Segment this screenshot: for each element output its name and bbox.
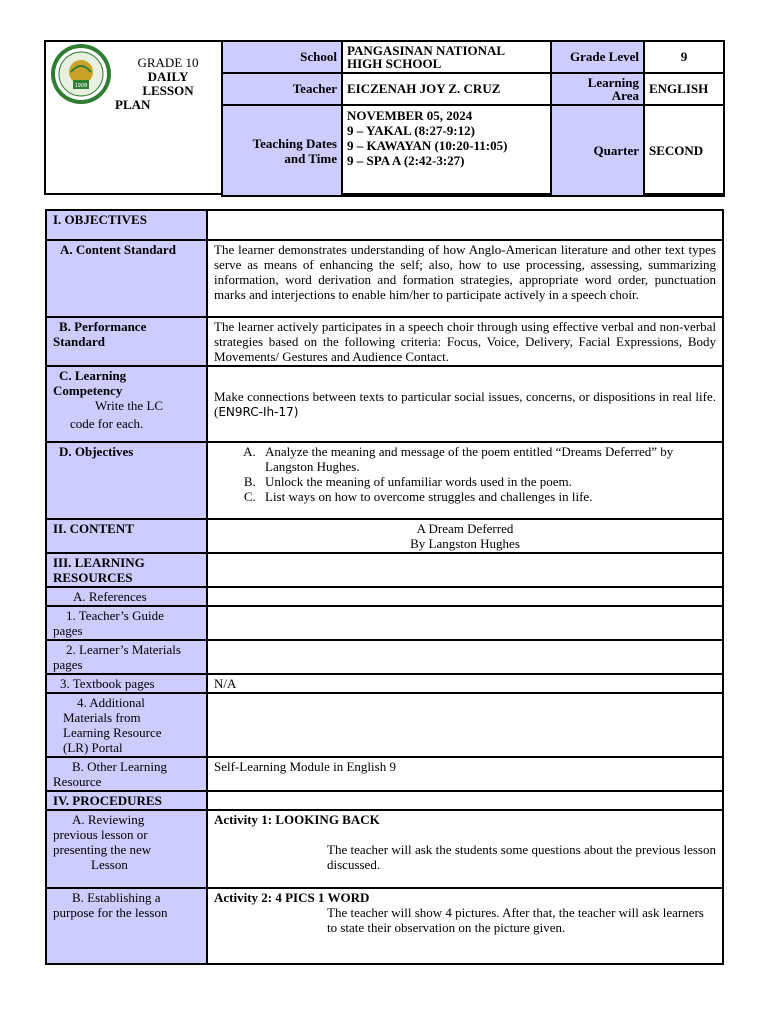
table-row — [46, 442, 723, 519]
table-row — [46, 640, 723, 674]
table-row — [46, 693, 723, 757]
table-row — [46, 606, 723, 640]
lc-code: EN9RC-Ih-17) — [218, 404, 299, 419]
other-learning-resource-value: Self-Learning Module in English 9 — [207, 757, 723, 791]
activity-1-title: Activity 1: LOOKING BACK — [214, 812, 380, 827]
list-item: A. Analyze the meaning and message of the poem entitled “Dreams Deferred” by Langston Hughes. — [259, 444, 716, 474]
title-lesson: LESSON — [142, 83, 194, 98]
procedures-heading: IV. PROCEDURES — [46, 791, 207, 810]
grade-label: GRADE 10 — [137, 55, 199, 70]
table-row — [46, 810, 723, 888]
textbook-label: 3. Textbook pages — [46, 674, 207, 693]
content-standard-text: The learner demonstrates understanding of how Anglo-American literature and other text types serve as means of enhancing the self; also, how to use processing, assessing, summarizing information, word derivation and formation strategies, appropriate word order, punctuation marks and interjections to enable him/her to participate actively in a speech choir. — [207, 240, 723, 317]
table-row — [46, 210, 723, 240]
header-info-table — [221, 40, 725, 197]
activity-2-title: Activity 2: 4 PICS 1 WORD — [214, 890, 370, 905]
d-objectives-list-cell — [207, 442, 723, 519]
activity-2-text: The teacher will show 4 pictures. After that, the teacher will ask learners to state their observation on the picture given. — [327, 905, 704, 935]
teachers-guide-label: 1. Teacher’s Guide pages — [46, 606, 207, 640]
learning-resources-heading: III. LEARNING RESOURCES — [46, 553, 207, 587]
table-row — [46, 519, 723, 553]
list-item: B. Unlock the meaning of unfamiliar words used in the poem. — [259, 474, 716, 489]
grade-level-value: 9 — [644, 41, 724, 73]
additional-materials-label: 4. Additional Materials from Learning Resource (LR) Portal — [46, 693, 207, 757]
textbook-value: N/A — [207, 674, 723, 693]
teachers-guide-blank — [207, 606, 723, 640]
d-objectives-label: D. Objectives — [46, 442, 207, 519]
school-seal-logo — [49, 42, 113, 106]
table-row — [46, 366, 723, 442]
activity-1-text: The teacher will ask the students some questions about the previous lesson discussed. — [327, 842, 716, 872]
learning-area-value: ENGLISH — [644, 73, 724, 105]
dlp-header — [44, 40, 725, 195]
table-row — [46, 553, 723, 587]
list-item: C. List ways on how to overcome struggles and challenges in life. — [259, 489, 716, 504]
table-row — [46, 587, 723, 606]
learning-competency-label: C. Learning Competency Write the LC code for each. — [46, 366, 207, 442]
learning-area-label: Learning Area — [551, 73, 644, 105]
teacher-value: EICZENAH JOY Z. CRUZ — [342, 73, 551, 105]
content-heading: II. CONTENT — [46, 519, 207, 553]
performance-standard-label: B. Performance Standard — [46, 317, 207, 366]
learners-materials-label: 2. Learner’s Materials pages — [46, 640, 207, 674]
activity-2-cell — [207, 888, 723, 964]
table-row — [46, 317, 723, 366]
performance-standard-text: The learner actively participates in a speech choir through using effective verbal and non-verbal strategies based on the following criteria: Focus, Voice, Delivery, Facial Expressions, Body Movements/ Gestures and Audience Contact. — [207, 317, 723, 366]
additional-materials-blank — [207, 693, 723, 757]
learners-materials-blank — [207, 640, 723, 674]
title-plan: PLAN — [115, 97, 151, 112]
learning-resources-blank — [207, 553, 723, 587]
school-value: PANGASINAN NATIONAL HIGH SCHOOL — [342, 41, 551, 73]
learning-competency-text: Make connections between texts to particular social issues, concerns, or dispositions in real life. (EN9RC-Ih-17) — [207, 366, 723, 442]
references-blank — [207, 587, 723, 606]
table-row — [46, 240, 723, 317]
table-row — [46, 888, 723, 964]
teaching-dates-label: Teaching Dates and Time — [222, 105, 342, 196]
procedures-blank — [207, 791, 723, 810]
grade-level-label: Grade Level — [551, 41, 644, 73]
quarter-label: Quarter — [551, 105, 644, 196]
references-label: A. References — [46, 587, 207, 606]
school-label: School — [222, 41, 342, 73]
other-learning-resource-label: B. Other Learning Resource — [46, 757, 207, 791]
establishing-purpose-label: B. Establishing a purpose for the lesson — [46, 888, 207, 964]
quarter-value: SECOND — [644, 105, 724, 196]
content-value: A Dream Deferred By Langston Hughes — [207, 519, 723, 553]
objectives-list — [214, 444, 716, 504]
table-row — [46, 791, 723, 810]
dlp-title — [108, 56, 228, 112]
logo-cell — [46, 42, 221, 193]
lesson-plan-table — [45, 209, 724, 965]
teacher-label: Teacher — [222, 73, 342, 105]
svg-text:1908: 1908 — [74, 83, 88, 89]
title-daily: DAILY — [147, 69, 189, 84]
reviewing-label: A. Reviewing previous lesson or presenting the new Lesson — [46, 810, 207, 888]
objectives-blank — [207, 210, 723, 240]
teaching-dates-value: NOVEMBER 05, 2024 9 – YAKAL (8:27-9:12) 9 – KAWAYAN (10:20-11:05) 9 – SPA A (2:42-3:27) — [342, 105, 551, 196]
objectives-heading: I. OBJECTIVES — [46, 210, 207, 240]
table-row — [46, 757, 723, 791]
table-row — [46, 674, 723, 693]
content-standard-label: A. Content Standard — [46, 240, 207, 317]
activity-1-cell — [207, 810, 723, 888]
